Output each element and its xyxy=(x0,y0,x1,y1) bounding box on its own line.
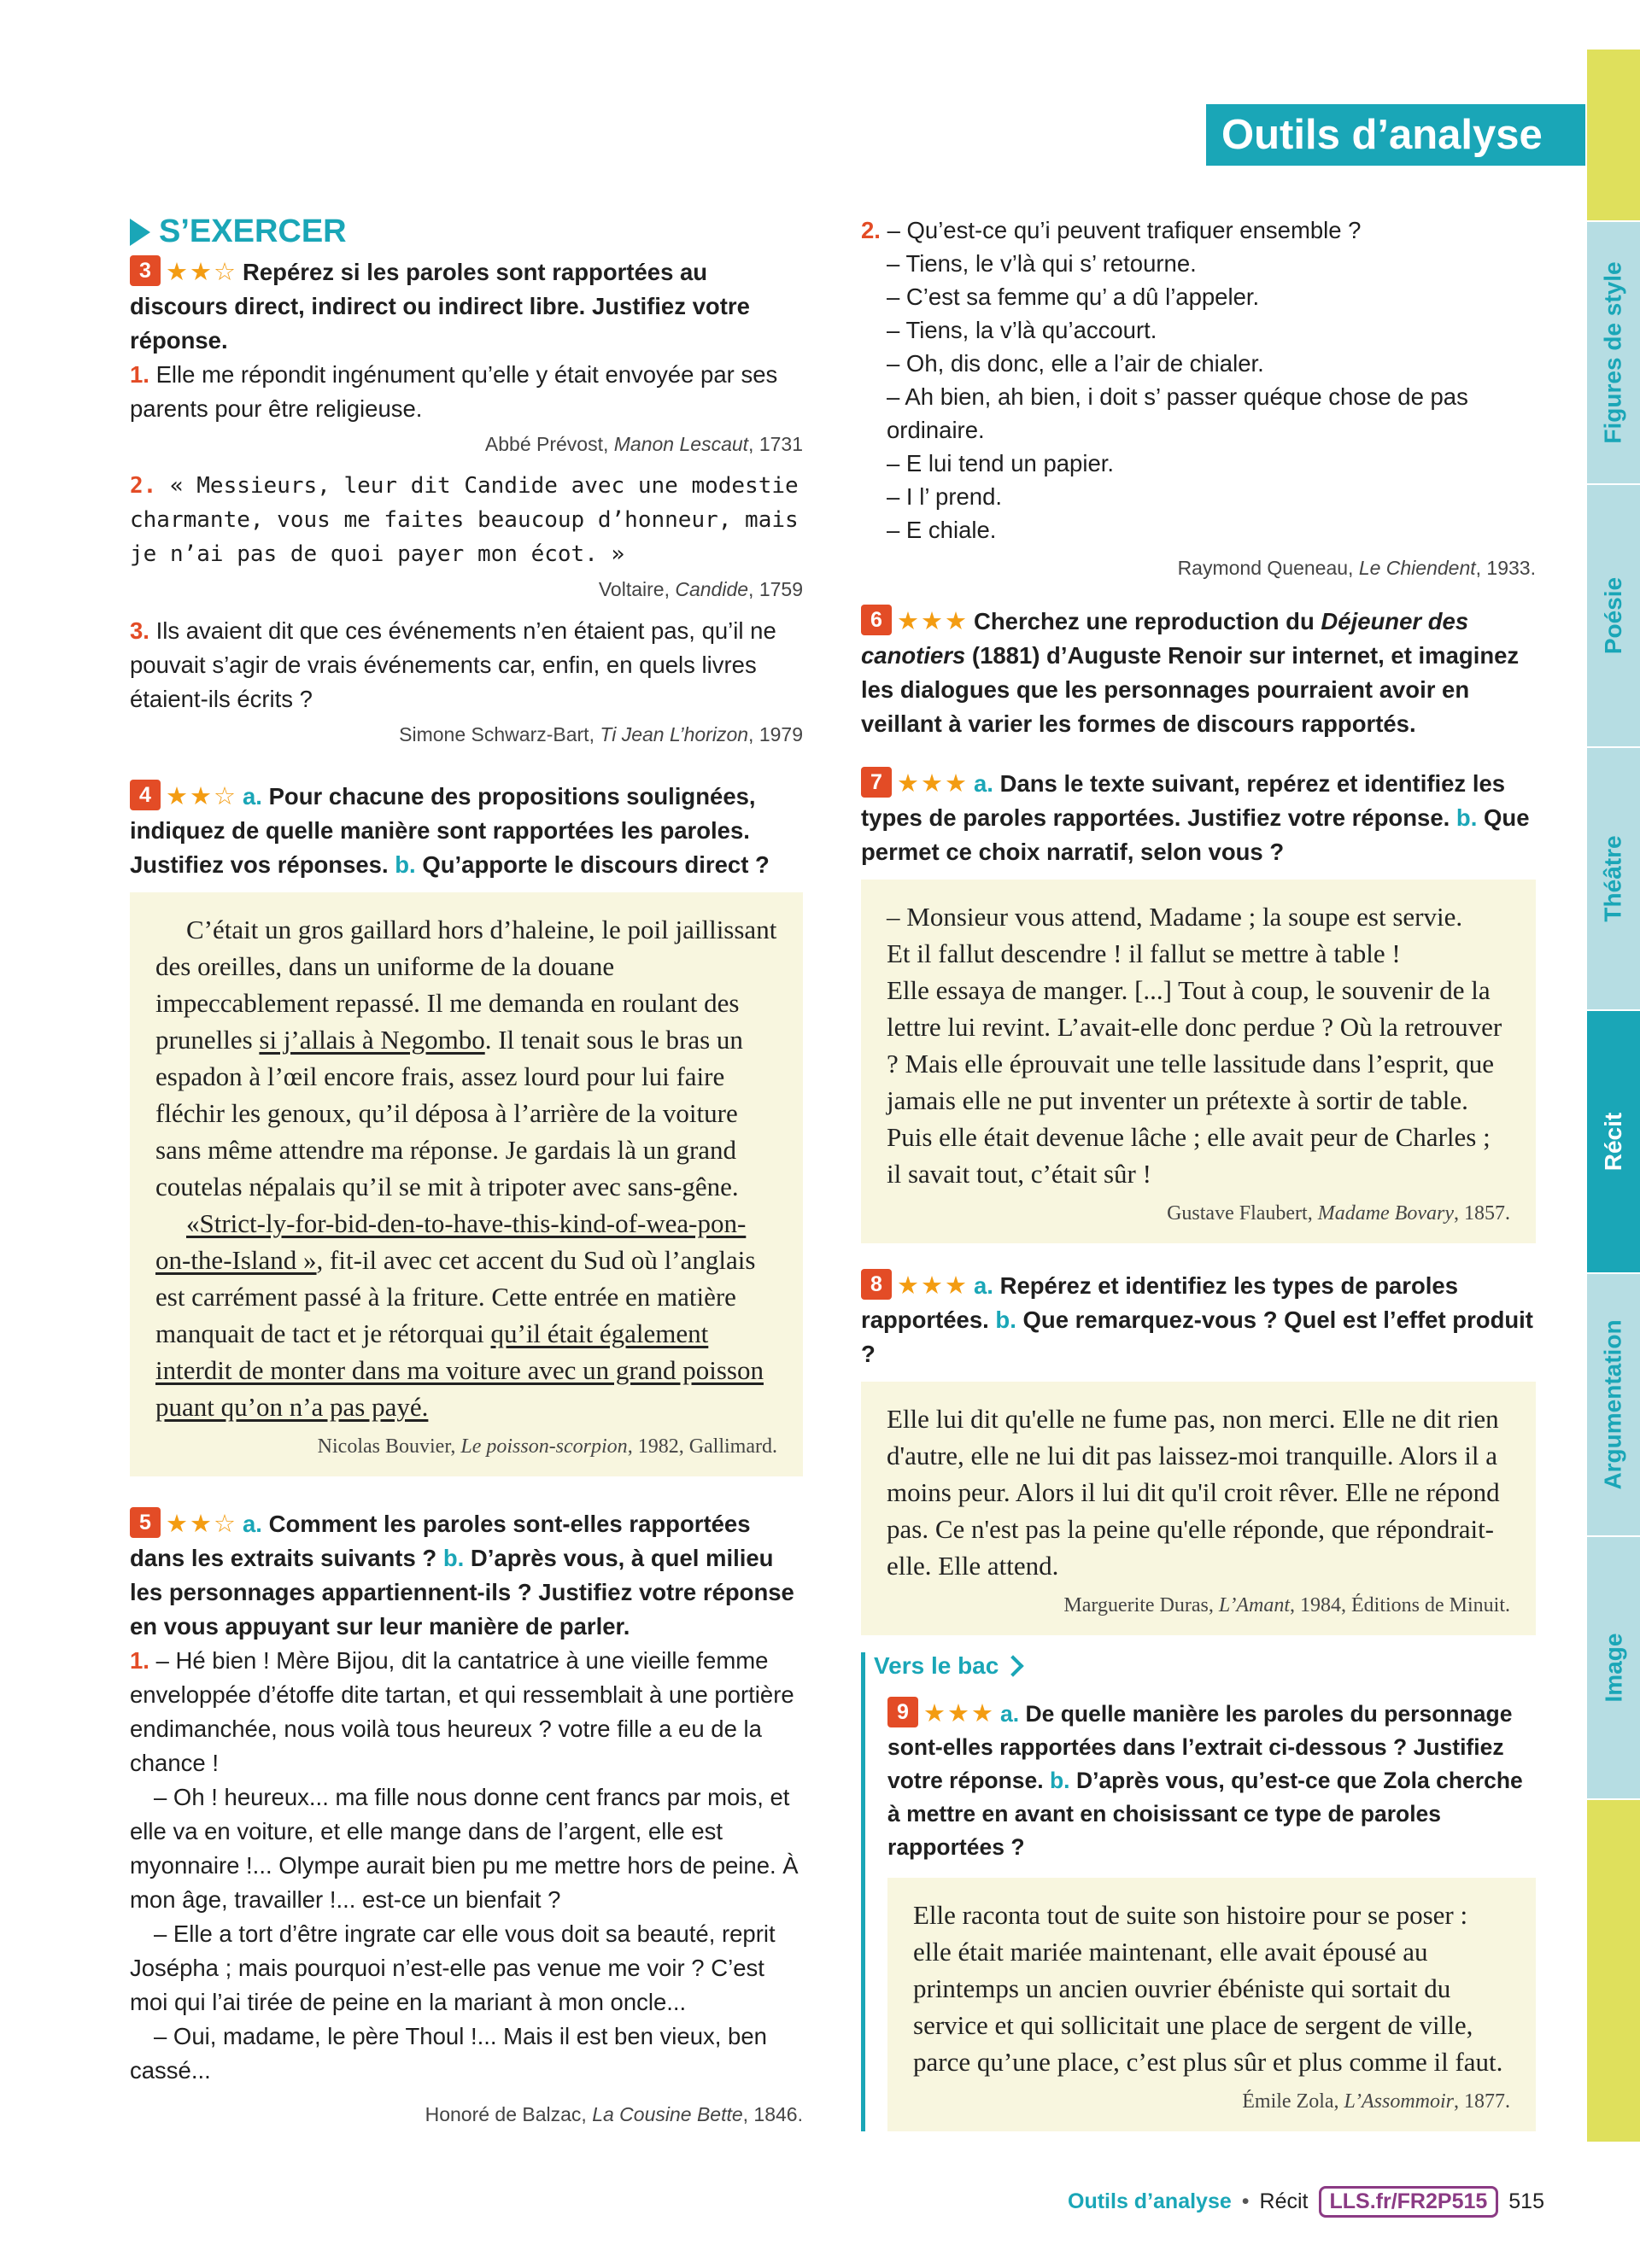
question-letter: b. xyxy=(1456,804,1478,831)
extract-paragraph xyxy=(155,911,777,1205)
tab-figures-de-style[interactable] xyxy=(1587,222,1640,483)
exercise-number-badge: 9 xyxy=(887,1697,918,1727)
citation-work: Le Chiendent xyxy=(1358,557,1476,579)
extract-text: , fit-il avec cet accent du Sud où l’anglais est carrément passé à la friture. Cette entrée en matière manquait de tact et je rétorquai xyxy=(155,1245,756,1348)
question-b: D’après vous, à quel milieu les personnages appartiennent-ils ? Justifiez votre réponse en vous appuyant sur leur manière de parler. xyxy=(130,1545,794,1640)
dialogue-text: – Qu’est-ce qu’i peuvent trafiquer ensemble ? xyxy=(887,217,1362,243)
section-title-text: S’EXERCER xyxy=(159,213,347,249)
extract-text: Ils avaient dit que ces événements n’en étaient pas, qu’il ne pouvait s’agir de vrais événements car, enfin, en quels livres étaient-ils écrits ? xyxy=(130,617,776,712)
exercise-3 xyxy=(130,255,803,749)
difficulty-stars-icon: ★★☆ xyxy=(166,1511,237,1538)
text-extract-box xyxy=(861,880,1536,1243)
artwork-title: Déjeuner des canotiers xyxy=(861,608,1469,669)
extract-text: Elle lui dit qu'elle ne fume pas, non merci. Elle ne dit rien d'autre, elle ne lui dit pas laissez-moi tranquille. Alors il a moins peur. Alors il lui dit qu'il croit rêver. Elle ne répond pas. Ce n'est pas la peine qu'elle réponde, que répondrait-elle. Elle attend. xyxy=(887,1404,1500,1581)
question-a: Dans le texte suivant, repérez et identifiez les types de paroles rapportées. Justifiez votre réponse. xyxy=(861,770,1506,831)
citation-year: , 1857. xyxy=(1454,1202,1510,1225)
tab-label: Poésie xyxy=(1600,576,1626,655)
question-letter: a. xyxy=(974,770,993,797)
exercise-number-badge: 3 xyxy=(130,255,161,286)
exercise-number-badge: 7 xyxy=(861,767,892,798)
vers-le-bac-label: Vers le bac xyxy=(874,1652,999,1679)
sidebar-spacer-top xyxy=(1587,50,1640,220)
dialogue-line: – I l’ prend. xyxy=(887,483,1003,510)
item-number: 1. xyxy=(130,1647,149,1674)
item-number: 2. xyxy=(861,217,881,243)
citation-author: Honoré de Balzac, xyxy=(425,2103,593,2125)
exercise-4-instruction xyxy=(130,780,803,882)
exercise-number-badge: 5 xyxy=(130,1507,161,1538)
chevron-right-icon xyxy=(1003,1655,1024,1676)
citation-year: , 1877. xyxy=(1454,2090,1510,2113)
underlined-proposition: «Strict-ly-for-bid-den-to-have-this-kind-of-wea-pon-on-the-Island » xyxy=(155,1208,747,1275)
tab-poesie[interactable] xyxy=(1587,485,1640,746)
exercise-6-instruction xyxy=(861,605,1536,741)
citation-author: Simone Schwarz-Bart, xyxy=(399,723,600,745)
tab-label: Image xyxy=(1600,1633,1626,1703)
difficulty-stars-icon: ★★★ xyxy=(897,1272,969,1300)
question-a: Pour chacune des propositions soulignées, indiquez de quelle manière sont rapportées les paroles. Justifiez vos réponses. xyxy=(130,783,756,878)
left-column xyxy=(130,213,803,2160)
instruction-text: (1881) d’Auguste Renoir sur internet, et imaginez les dialogues que les personnages pourraient avoir en veillant à varier les formes de discours rapportés. xyxy=(861,642,1520,737)
exercise-5 xyxy=(130,1507,803,2129)
exercise-number-badge: 4 xyxy=(130,780,161,810)
tab-label: Argumentation xyxy=(1600,1319,1627,1490)
difficulty-stars-icon: ★★★ xyxy=(923,1700,995,1727)
difficulty-stars-icon: ★★☆ xyxy=(166,259,237,286)
citation-year: , 1979 xyxy=(748,723,803,745)
question-b: D’après vous, qu’est-ce que Zola cherche à mettre en avant en choisissant ce type de paroles rapportées ? xyxy=(887,1768,1523,1860)
citation-work: L’Assommoir xyxy=(1344,2090,1454,2113)
citation-year: , 1731 xyxy=(748,433,803,455)
extract-text: Elle me répondit ingénument qu’elle y était envoyée par ses parents pour être religieuse. xyxy=(130,361,778,422)
difficulty-stars-icon: ★★★ xyxy=(897,770,969,798)
extract-text: . Il tenait sous le bras un espadon à l’œil encore frais, assez lourd pour lui faire fléchir les genoux, qu’il déposa à l’arrière de la voiture sans même attendre ma réponse. Je gardais là un grand coutelas népalais qu’il se mit à tripoter avec sans-gêne. xyxy=(155,1025,743,1201)
extract-text: C’était un gros gaillard hors d’haleine, le poil jaillissant des oreilles, dans un uniforme de la douane impeccablement repassé. Il me demanda en roulant des prunelles xyxy=(155,915,777,1055)
question-b: Qu’apporte le discours direct ? xyxy=(422,851,770,878)
citation xyxy=(130,720,803,749)
underlined-proposition: si j’allais à Negombo xyxy=(259,1025,485,1055)
item-number: 2. xyxy=(130,473,157,499)
citation-work: La Cousine Bette xyxy=(592,2103,743,2125)
dialogue-line: – Tiens, le v’là qui s’ retourne. xyxy=(887,250,1197,277)
dialogue-line: – E chiale. xyxy=(887,517,997,543)
dialogue-line: – E lui tend un papier. xyxy=(887,450,1115,476)
citation-year: , 1759 xyxy=(748,578,803,600)
citation-author: Abbé Prévost, xyxy=(484,433,614,455)
footer-chapter: Outils d’analyse xyxy=(1068,2189,1232,2213)
question-letter: b. xyxy=(995,1306,1016,1333)
page-footer xyxy=(1049,2186,1544,2218)
underlined-proposition: qu’il était également interdit de monter dans ma voiture avec un grand poisson puant qu’on n’a pas payé. xyxy=(155,1318,764,1422)
play-arrow-icon xyxy=(130,219,150,246)
dialogue-text: – Hé bien ! Mère Bijou, dit la cantatrice à une vieille femme enveloppée d’étoffe dite tartan, et qui ressemblait à une portière endimanchée, nous voilà tous heureux ? votre fille a eu de la chance ! xyxy=(130,1647,794,1776)
extract-text: Elle raconta tout de suite son histoire pour se poser : elle était mariée maintenant, elle avait épousé au printemps un ancien ouvrier ébéniste qui sortait du service et qui sollicitait une place de sergent de ville, parce qu’une place, c’est plus sûr et plus comme il faut. xyxy=(913,1900,1503,2077)
instruction-text: Cherchez une reproduction du xyxy=(974,608,1321,634)
item-number: 3. xyxy=(130,617,149,644)
citation xyxy=(130,575,803,604)
page-number: 515 xyxy=(1508,2189,1544,2213)
exercise-7 xyxy=(861,767,1536,1243)
tab-theatre[interactable] xyxy=(1587,748,1640,1009)
section-title xyxy=(130,213,803,250)
dialogue-paragraph: – Oui, madame, le père Thoul !... Mais il est ben vieux, ben cassé... xyxy=(130,2023,767,2084)
citation xyxy=(155,1432,777,1461)
extract-line: Elle essaya de manger. [...] Tout à coup, le souvenir de la lettre lui revint. L’avait-elle donc perdue ? Où la retrouver ? Mais elle éprouvait une telle lassitude dans l’esprit, que jamais elle ne put inventer un prétexte à sortir de table. Puis elle était devenue lâche ; elle avait peur de Charles ; il savait tout, c’était sûr ! xyxy=(887,975,1502,1189)
question-letter: a. xyxy=(243,783,262,810)
text-extract-box xyxy=(887,1878,1536,2131)
dialogue-line: – Oh, dis donc, elle a l’air de chialer. xyxy=(887,350,1264,377)
citation xyxy=(887,1199,1510,1228)
dialogue-paragraph: – Elle a tort d’être ingrate car elle vous doit sa beauté, reprit Joséphа ; mais pourquoi n’est-elle pas venue me voir ? C’est moi qui l’ai tirée de peine en la mariant à mon oncle... xyxy=(130,1920,776,2015)
question-letter: a. xyxy=(1000,1701,1020,1727)
dialogue-line: – C’est sa femme qu’ a dû l’appeler. xyxy=(887,284,1260,310)
exercise-7-instruction xyxy=(861,767,1536,869)
vers-le-bac-block xyxy=(861,1652,1536,2131)
exercise-4 xyxy=(130,780,803,1476)
dialogue-line xyxy=(861,213,1536,247)
tab-image[interactable] xyxy=(1587,1537,1640,1798)
citation-work: Manon Lescaut xyxy=(613,433,749,455)
instruction-text: Repérez si les paroles sont rapportées au discours direct, indirect ou indirect libre. Justifiez votre réponse. xyxy=(130,259,750,354)
extract-text: « Messieurs, leur dit Candide avec une modestie charmante, vous me faites beaucoup d’honneur, mais je n’ai pas de quoi payer mon écot. » xyxy=(130,473,799,567)
item-number: 1. xyxy=(130,361,149,388)
chapter-banner: Outils d’analyse xyxy=(1206,104,1585,166)
exercise-5-instruction xyxy=(130,1507,803,1644)
dialogue-line: – Tiens, la v’là qu’accourt. xyxy=(887,317,1157,343)
citation-year: , 1982, Gallimard. xyxy=(627,1435,777,1458)
text-extract-box xyxy=(861,1382,1536,1635)
question-a: Comment les paroles sont-elles rapportées dans les extraits suivants ? xyxy=(130,1511,751,1571)
citation-year: , 1846. xyxy=(742,2103,803,2125)
difficulty-stars-icon: ★★☆ xyxy=(166,783,237,810)
exercise-5-extract-2 xyxy=(861,213,1536,582)
citation-work: Madame Bovary xyxy=(1317,1202,1454,1225)
question-b: Que remarquez-vous ? Quel est l’effet produit ? xyxy=(861,1306,1533,1367)
extract-1 xyxy=(130,358,803,426)
exercise-8-instruction xyxy=(861,1269,1536,1371)
resource-link[interactable]: LLS.fr/FR2P515 xyxy=(1319,2186,1499,2218)
question-letter: b. xyxy=(1050,1768,1070,1793)
extract-paragraph xyxy=(155,1205,777,1425)
extract-2 xyxy=(130,469,803,571)
text-extract-box xyxy=(130,892,803,1476)
citation-author: Marguerite Duras, xyxy=(1063,1594,1219,1616)
exercise-8 xyxy=(861,1269,1536,1635)
question-a: De quelle manière les paroles du personnage sont-elles rapportées dans l’extrait ci-dessous ? Justifiez votre réponse. xyxy=(887,1701,1513,1793)
citation xyxy=(130,2100,803,2129)
citation-work: L’Amant xyxy=(1218,1594,1290,1616)
citation-work: Ti Jean L’horizon xyxy=(600,723,749,745)
tab-argumentation[interactable] xyxy=(1587,1274,1640,1535)
dialogue-paragraph xyxy=(130,1644,803,1780)
citation-author: Voltaire, xyxy=(598,578,676,600)
exercise-number-badge: 6 xyxy=(861,605,892,635)
dialogue-line: – Ah bien, ah bien, i doit s’ passer quéque chose de pas ordinaire. xyxy=(887,383,1468,443)
citation-author: Émile Zola, xyxy=(1242,2090,1344,2113)
exercise-9-instruction xyxy=(887,1697,1536,1864)
citation-author: Gustave Flaubert, xyxy=(1167,1202,1318,1225)
question-a: Repérez et identifiez les types de paroles rapportées. xyxy=(861,1272,1459,1333)
chapter-sidebar xyxy=(1587,50,1640,2142)
right-column xyxy=(861,213,1536,2131)
question-letter: b. xyxy=(395,851,416,878)
tab-label: Théâtre xyxy=(1600,835,1626,922)
exercise-number-badge: 8 xyxy=(861,1269,892,1300)
citation-author: Nicolas Bouvier, xyxy=(317,1435,461,1458)
extract-line: Et il fallut descendre ! il fallut se mettre à table ! xyxy=(887,938,1401,968)
citation xyxy=(887,1591,1510,1620)
tab-label: Figures de style xyxy=(1600,261,1626,444)
dialogue-paragraph: – Oh ! heureux... ma fille nous donne cent francs par mois, et elle va en voiture, et elle mange dans de l’argent, elle est myonnaire !... Olympe aurait bien pu me mettre hors de peine. À mon âge, travailler !... est-ce un bienfait ? xyxy=(130,1784,799,1913)
citation-year: , 1984, Éditions de Minuit. xyxy=(1290,1594,1510,1616)
extract-3 xyxy=(130,614,803,716)
difficulty-stars-icon: ★★★ xyxy=(897,608,969,635)
exercise-3-instruction xyxy=(130,255,803,358)
question-letter: b. xyxy=(442,1545,465,1571)
citation xyxy=(913,2087,1510,2116)
citation-author: Raymond Queneau, xyxy=(1177,557,1359,579)
tab-label: Récit xyxy=(1600,1112,1626,1172)
citation-work: Le poisson-scorpion xyxy=(460,1435,628,1458)
citation-year: , 1933. xyxy=(1475,557,1536,579)
question-b: Que permet ce choix narratif, selon vous ? xyxy=(861,804,1530,865)
exercise-6 xyxy=(861,605,1536,741)
citation-work: Candide xyxy=(675,578,749,600)
question-letter: a. xyxy=(974,1272,993,1299)
sidebar-spacer-bottom xyxy=(1587,1800,1640,2142)
footer-section: Récit xyxy=(1259,2189,1309,2213)
citation xyxy=(861,553,1536,582)
question-letter: a. xyxy=(243,1511,262,1537)
citation xyxy=(130,430,803,459)
footer-separator: • xyxy=(1241,2189,1250,2213)
vers-le-bac-tag xyxy=(874,1652,1536,1680)
tab-recit[interactable] xyxy=(1587,1011,1640,1272)
extract-line: – Monsieur vous attend, Madame ; la soupe est servie. xyxy=(887,902,1463,932)
